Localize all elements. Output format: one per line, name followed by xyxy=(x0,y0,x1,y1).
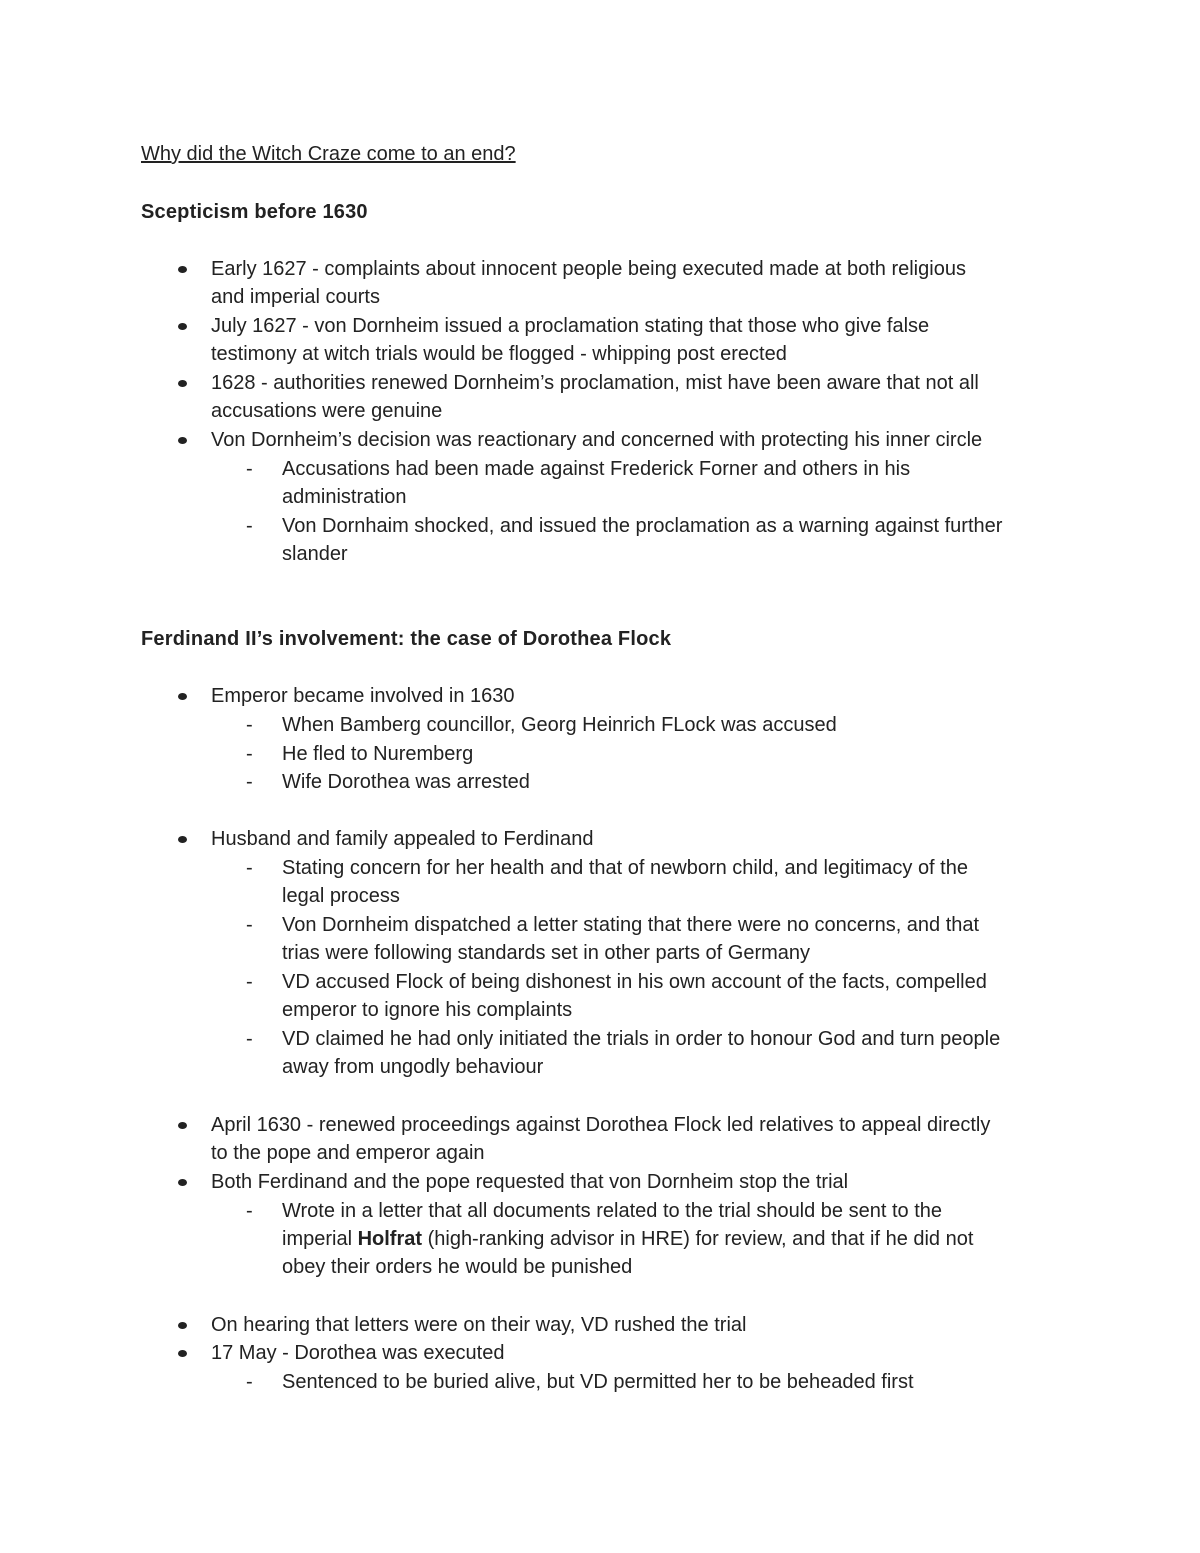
list-item-line: Emperor became involved in 1630 xyxy=(211,685,515,707)
sub-item-line: Wrote in a letter that all documents related to the trial should be sent to the xyxy=(282,1200,943,1222)
sub-item-line: trias were following standards set in other parts of Germany xyxy=(282,942,811,964)
dash-bullet-icon: - xyxy=(246,515,253,537)
dash-bullet-icon: - xyxy=(246,771,253,793)
bullet-icon xyxy=(178,836,187,843)
sub-item-line: When Bamberg councillor, Georg Heinrich FLock was accused xyxy=(282,714,837,736)
sub-item-line: obey their orders he would be punished xyxy=(282,1256,633,1278)
bullet-icon xyxy=(178,693,187,700)
dash-bullet-icon: - xyxy=(246,857,253,879)
list-item-line: testimony at witch trials would be flogged - whipping post erected xyxy=(211,343,787,365)
list-item-line: Both Ferdinand and the pope requested that von Dornheim stop the trial xyxy=(211,1171,849,1193)
dash-bullet-icon: - xyxy=(246,1371,253,1393)
bullet-icon xyxy=(178,1322,187,1329)
sub-item-line: emperor to ignore his complaints xyxy=(282,999,573,1021)
list-item-line: Early 1627 - complaints about innocent people being executed made at both religious xyxy=(211,258,966,280)
sub-item-text: imperial xyxy=(282,1228,358,1250)
list-item-line: Von Dornheim’s decision was reactionary and concerned with protecting his inner circle xyxy=(211,429,983,451)
bullet-icon xyxy=(178,1179,187,1186)
sub-item-line: VD claimed he had only initiated the trials in order to honour God and turn people xyxy=(282,1028,1001,1050)
bullet-icon xyxy=(178,266,187,273)
sub-item-line: Accusations had been made against Frederick Forner and others in his xyxy=(282,458,911,480)
list-item-line: July 1627 - von Dornheim issued a proclamation stating that those who give false xyxy=(211,315,930,337)
dash-bullet-icon: - xyxy=(246,714,253,736)
dash-bullet-icon: - xyxy=(246,1200,253,1222)
bullet-icon xyxy=(178,1122,187,1129)
dash-bullet-icon: - xyxy=(246,743,253,765)
sub-item-line: VD accused Flock of being dishonest in his own account of the facts, compelled xyxy=(282,971,987,993)
bold-term: Holfrat xyxy=(357,1228,423,1250)
list-item-line: 17 May - Dorothea was executed xyxy=(211,1342,505,1364)
sub-item-line: Sentenced to be buried alive, but VD permitted her to be beheaded first xyxy=(282,1371,914,1393)
bullet-icon xyxy=(178,437,187,444)
sub-item-line: Von Dornheim dispatched a letter stating that there were no concerns, and that xyxy=(282,914,980,936)
list-item-line: 1628 - authorities renewed Dornheim’s proclamation, mist have been aware that not all xyxy=(211,372,979,394)
sub-item-rich-line xyxy=(282,1225,973,1253)
list-item-line: and imperial courts xyxy=(211,286,380,308)
sub-item-line: slander xyxy=(282,543,348,565)
sub-item-text: (high-ranking advisor in HRE) for review, and that if he did not xyxy=(422,1228,974,1250)
sub-item-line: Von Dornhaim shocked, and issued the proclamation as a warning against further xyxy=(282,515,1003,537)
dash-bullet-icon: - xyxy=(246,458,253,480)
sub-item-line: Stating concern for her health and that of newborn child, and legitimacy of the xyxy=(282,857,968,879)
sub-item-line: Wife Dorothea was arrested xyxy=(282,771,530,793)
dash-bullet-icon: - xyxy=(246,1028,253,1050)
section-heading-ferdinand: Ferdinand II’s involvement: the case of Dorothea Flock xyxy=(141,628,672,650)
sub-item-line: administration xyxy=(282,486,407,508)
list-item-line: April 1630 - renewed proceedings against Dorothea Flock led relatives to appeal directly xyxy=(211,1114,991,1136)
list-item-line: to the pope and emperor again xyxy=(211,1142,485,1164)
list-item-line: On hearing that letters were on their way, VD rushed the trial xyxy=(211,1314,747,1336)
sub-item-line: away from ungodly behaviour xyxy=(282,1056,544,1078)
dash-bullet-icon: - xyxy=(246,914,253,936)
document-title: Why did the Witch Craze come to an end? xyxy=(141,143,516,165)
section-heading-scepticism: Scepticism before 1630 xyxy=(141,201,368,223)
list-item-line: Husband and family appealed to Ferdinand xyxy=(211,828,594,850)
dash-bullet-icon: - xyxy=(246,971,253,993)
sub-item-line: legal process xyxy=(282,885,400,907)
list-item-line: accusations were genuine xyxy=(211,400,443,422)
bullet-icon xyxy=(178,1350,187,1357)
bullet-icon xyxy=(178,323,187,330)
sub-item-line: He fled to Nuremberg xyxy=(282,743,474,765)
bullet-icon xyxy=(178,380,187,387)
